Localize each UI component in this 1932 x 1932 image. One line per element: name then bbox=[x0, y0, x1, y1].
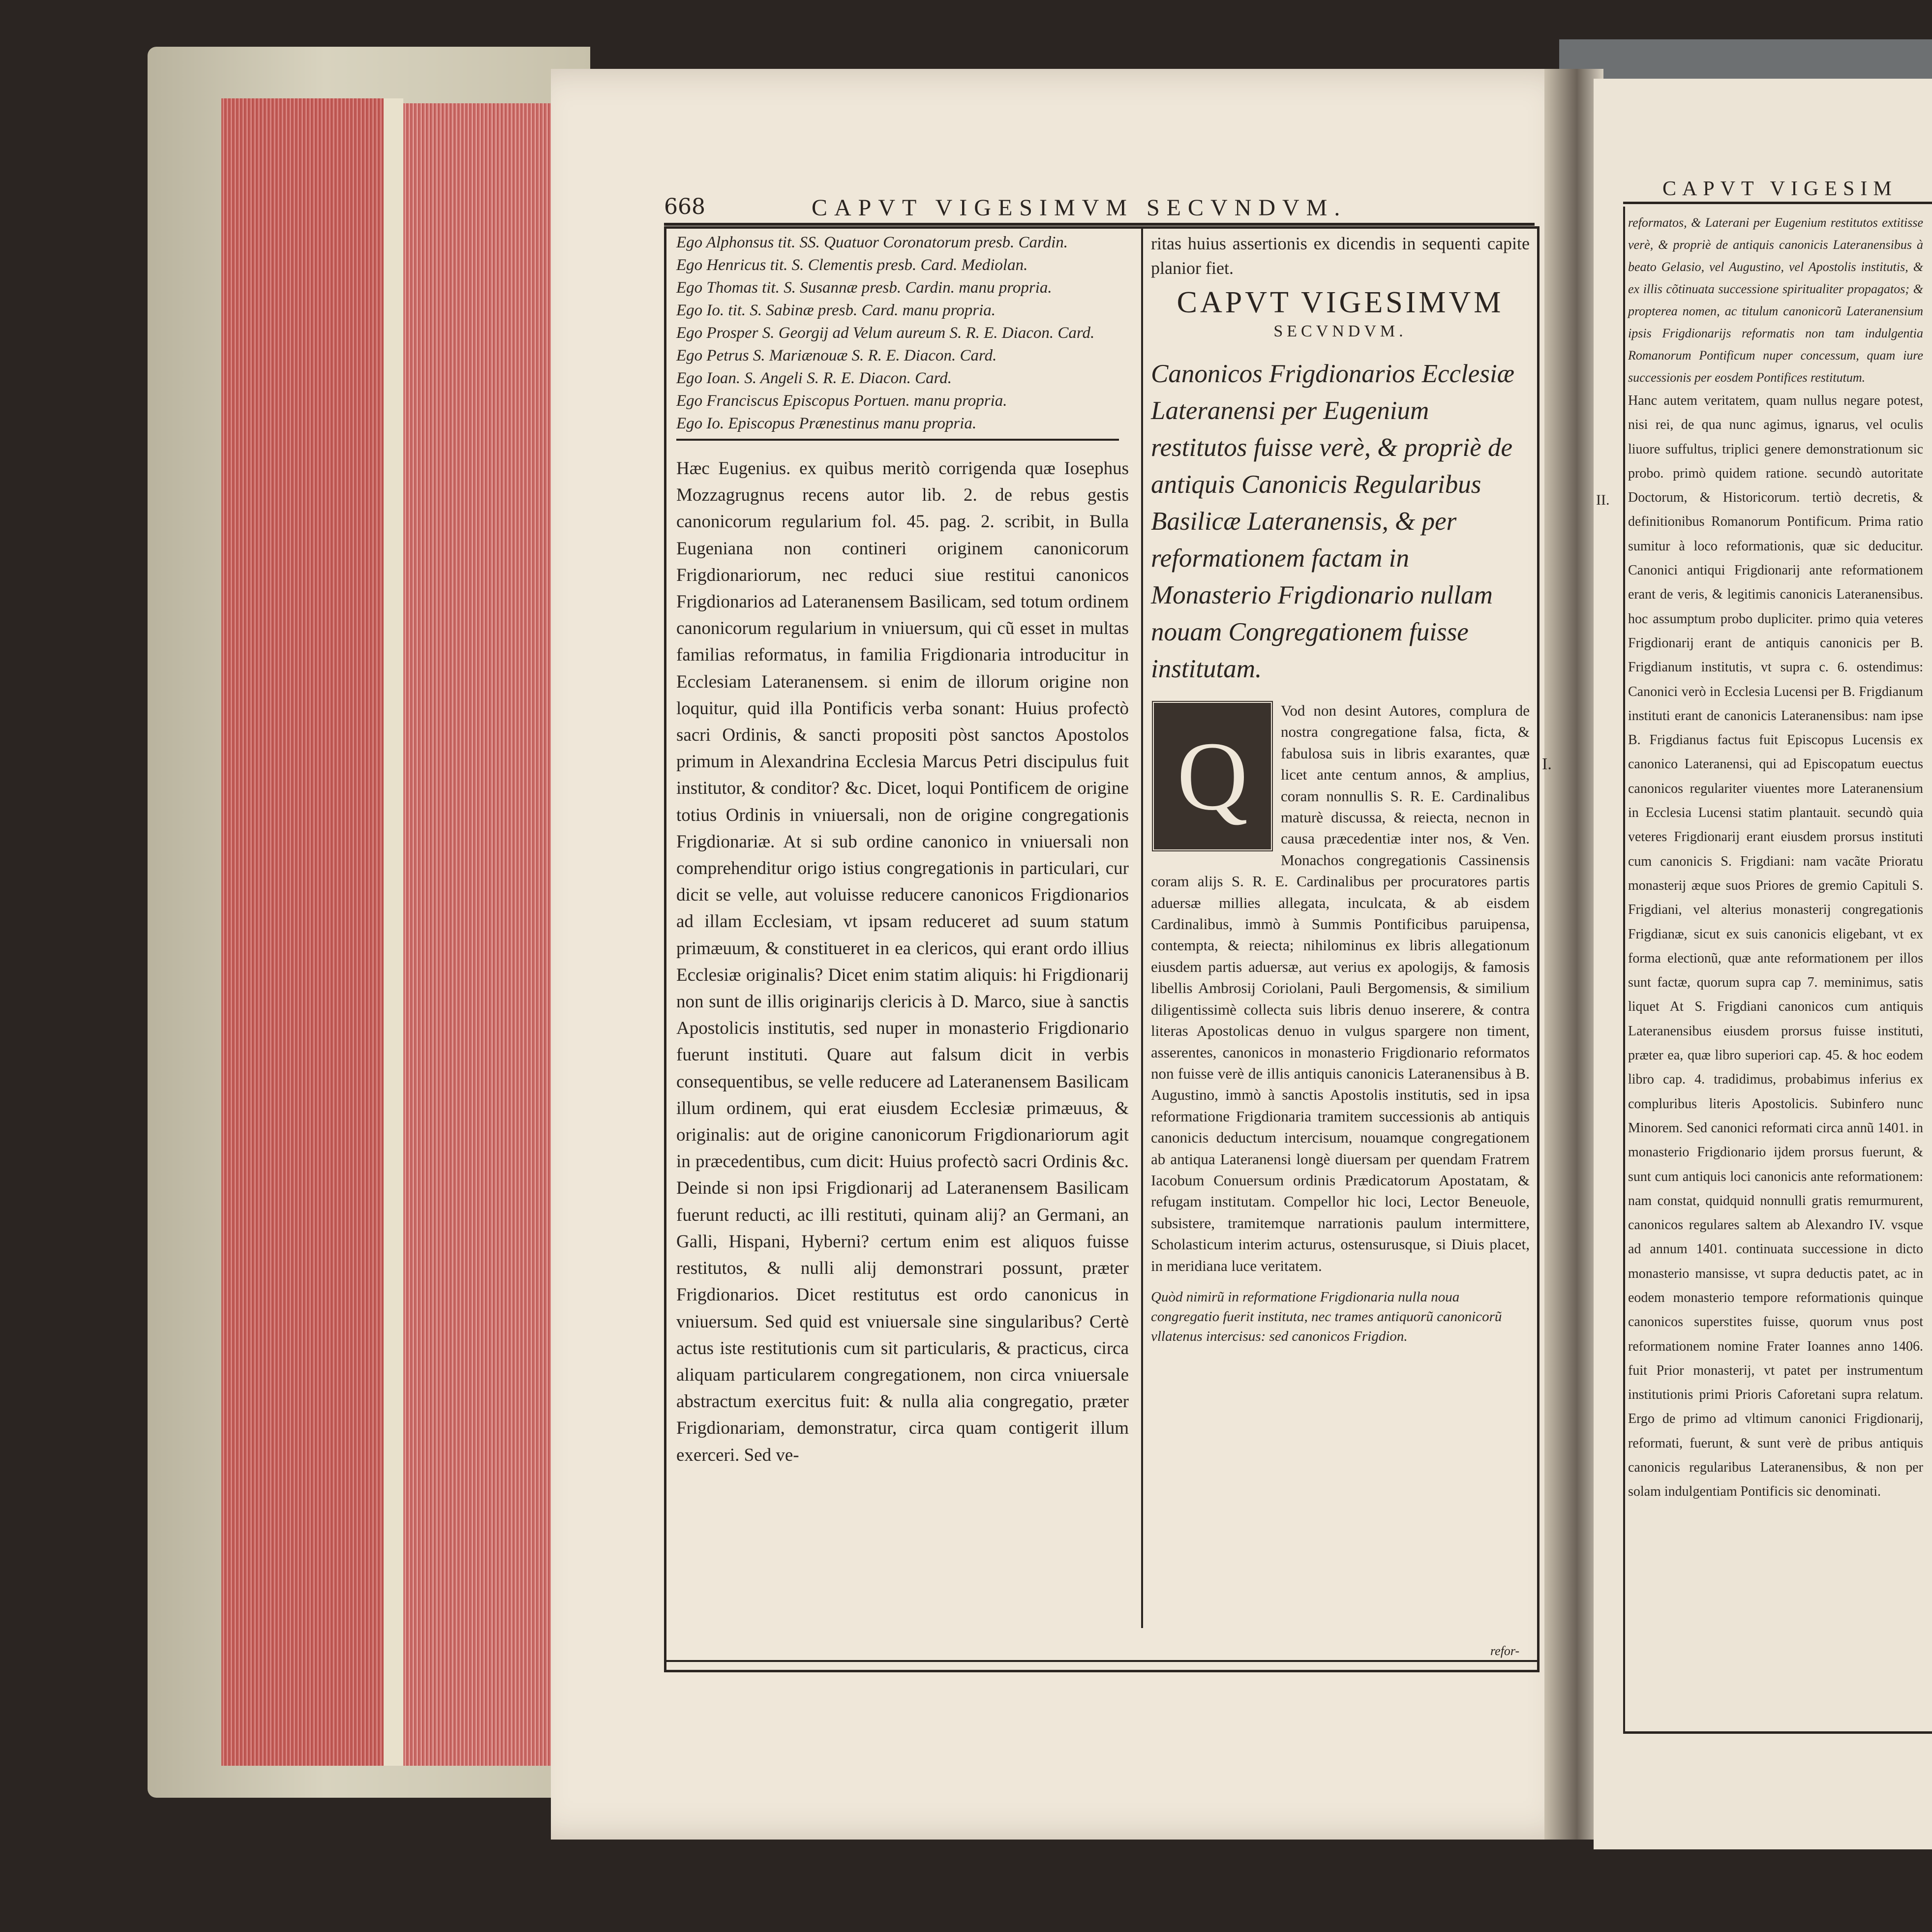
chapter-summary: Canonicos Frigdionarios Ecclesiæ Lateranensi per Eugenium restitutos fuisse verè, & propriè de antiquis Canonicis Regularibus Basilicæ Lateranensis, & per reformationem factam in Monasterio Frigdionario nullam nouam Congregationem fuisse institutam. bbox=[1151, 360, 1515, 683]
signature-line: Ego Prosper S. Georgij ad Velum aureum S. R. E. Diacon. Card. bbox=[676, 324, 1095, 342]
page-edges-red-inner bbox=[403, 103, 551, 1766]
right-body-text: Hanc autem veritatem, quam nullus negare potest, nisi rei, de qua nunc agimus, ignarus, vel oculis liuore suffultus, triplici genere demonstrationum sic probo. primò quidem ratione. secundò autoritate Doctorum, & Historicorum. tertiò decretis, & definitionibus Romanorum Pontificum. Prima ratio sumitur à loco reformationis, quæ sic deducitur. Canonici antiqui Frigdionarij ante reformationem erant de veris, & legitimis canonicis Lateranensibus. hoc assumptum probo dupliciter. primo quia veteres Frigdionarij erant de antiquis canonicis per B. Frigdianum institutis, vt supra c. 6. ostendimus: Canonici verò in Ecclesia Lucensi per B. Frigdianum instituti erant de canonicis Lateranensibus: nam ipse B. Frigdianus factus fuit Episcopus Lucensis ex canonico Lateranensi, qui ad Episcopatum euectus canonicos regulariter viuentes more Lateranensium in Ecclesia Lucensi statim plantauit. secundò quia veteres Frigdionarij erant eiusdem prorsus instituti cum canonicis S. Frigdiani: nam vacãte Prioratu monasterij æque suos Priores de gremio Capituli S. Frigdiani, vel alterius monasterij congregationis Frigdianæ, sicut ex suis canonicis eligebant, vt ex forma electionũ, quæ ante reformationem per illos sunt factæ, quorum supra cap 7. meminimus, satis liquet At S. Frigdiani canonicos cum antiquis Lateranensibus eiusdem prorsus fuisse instituti, præter ea, quæ libro superiori cap. 45. & hoc eodem libro cap. 4. tradidimus, probabimus inferius ex compluribus literis Apostolicis. Subinfero nunc Minorem. Sed canonici reformati circa annũ 1401. in monasterio Frigdionario ijdem prorsus fuerunt, & sunt cum antiquis loci canonicis ante reformationem: nam constat, quidquid nonnulli gratis remurmurent, canonicos regulares saltem ab Alexandro IV. vsque ad annum 1401. continuata successione in dicto monasterio mansisse, vt supra deductis patet, ac in eodem monasterio tempore reformationis quinque canonicos superstites fuisse, quorum vnus post reformationem nomine Frater Ioannes anno 1406. fuit Prior monasterij, vt patet per instrumentum institutionis primi Prioris Caforetani supra relatum. Ergo de primo ad vltimum canonici Frigdionarij, reformati, fuerunt, & sunt verè de pribus antiquis canonicis regularibus Lateranensibus, & non per solam indulgentiam Pontificis sic denominati. bbox=[1628, 393, 1923, 1500]
left-running-head bbox=[664, 194, 1535, 226]
signature-line: Ego Thomas tit. S. Susannæ presb. Cardin. manu propria. bbox=[676, 279, 1052, 297]
signature-line: Ego Ioan. S. Angeli S. R. E. Diacon. Card. bbox=[676, 369, 952, 387]
catchword: refor- bbox=[1490, 1644, 1520, 1658]
folio-number: 668 bbox=[664, 194, 705, 219]
page-edges-red-outer bbox=[221, 98, 384, 1766]
signature-line: Ego Henricus tit. S. Clementis presb. Card. Mediolan. bbox=[676, 256, 1028, 274]
marginal-number: I. bbox=[1542, 755, 1552, 773]
signature-line: Ego Petrus S. Mariænouæ S. R. E. Diacon. Card. bbox=[676, 347, 997, 364]
right-column bbox=[1628, 211, 1923, 1504]
right-running-head bbox=[1623, 177, 1932, 204]
right-marginal-number: II. bbox=[1596, 492, 1610, 508]
decorated-initial-q: Q bbox=[1151, 700, 1274, 852]
column-b-intro-text: ritas huius assertionis ex dicendis in sequenti capite planior fiet. bbox=[1151, 234, 1530, 278]
column-divider bbox=[1141, 226, 1143, 1628]
signature-line: Ego Alphonsus tit. SS. Quatuor Coronatorum presb. Cardin. bbox=[676, 234, 1068, 251]
right-italic-intro: reformatos, & Laterani per Eugenium restitutos extitisse verè, & propriè de antiquis canonicis Lateranensibus à beato Gelasio, vel Augustino, vel Apostolis institutis, & ex illis cõtinuata successione spiritualiter propagatos; & propterea nomen, ac titulum canonicorũ Lateranensium ipsis Frigdionarijs reformatis non tam indulgentia Romanorum Pontificum nuper concessum, quam iure successionis per eosdem Pontifices restitutum. bbox=[1628, 215, 1923, 385]
signature-rule bbox=[676, 439, 1119, 441]
column-b-body-text: Vod non desint Autores, complura de nostra congregatione falsa, ficta, & fabulosa suis in libris exarantes, quæ licet ante centum annos, & amplius, coram nonnullis S. R. E. Cardinalibus maturè discussa, & reiecta, necnon in causa præcedentiæ inter nos, & Ven. Monachos congregationis Cassinensis coram alijs S. R. E. Cardinalibus per procuratores partis aduersæ millies allegata, inculcata, & ab eisdem Cardinalibus, immò à Summis Pontificibus paruipensa, contempta, & reiecta; nihilominus ex libris allegationum eiusdem partis aduersæ, aut verius ex apologijs, & famosis libellis Ambrosij Coriolani, Pauli Bergomensis, & similium diligentissimè collecta suis libris denuo inserere, & contra literas Apostolicas denuo in vulgus spargere non timent, asserentes, canonicos in monasterio Frigdionario reformatos non fuisse verè de illis antiquis canonicis Lateranensibus à B. Augustino, immò à sanctis Apostolis institutis, sed in ipsa reformatione Frigdionaria tramitem successionis ab antiquis canonicis deductum intercisum, nouamque congregationem ab antiqua Lateranensi longè diuersam per quendam Fratrem Iacobum Conuersum ordinis Prædicatorum Apostatam, & refugam institutam. Compellor hic loci, Lector Beneuole, subsistere, tramitemque narrationis paulum intermittere, Scholasticum interim acturus, ostensurusque, si Diuis placet, in meridiana luce veritatem. bbox=[1151, 702, 1530, 1274]
column-a-body-text: Hæc Eugenius. ex quibus meritò corrigenda quæ Iosephus Mozzagrugnus recens autor lib. 2. de rebus gestis canonicorum regularium fol. 45. pag. 2. scribit, in Bulla Eugeniana non contineri originem canonicorum Frigdionariorum, nec reduci siue restitui canonicos Frigdionarios ad Lateranensem Basilicam, sed totum ordinem canonicorum regularium in vniuersum, qui cũ esset in multas familias reformatus, in familia Frigdionaria introducitur in Ecclesiam Lateranensem. si enim de illorum origine non loquitur, quid illa Pontificis verba sonant: Huius profectò sacri Ordinis, & sancti propositi pòst sanctos Apostolos primum in Alexandrina Ecclesia Marcus Petri discipulus fuit institutor, & conditor? &c. Dicet, loqui Pontificem de origine totius Ordinis in vniuersali, non de origine congregationis Frigdionariæ. At si sub ordine canonico in vniuersali non comprehenditur origo istius congregationis in particulari, cur dicit se velle, aut voluisse reducere canonicos Frigdionarios ad illam Ecclesiam, vt ipsam reduceret ad suum statum primæuum, & constitueret in ea clericos, qui erant ordo illius Ecclesiæ originalis? Dicet enim statim aliquis: hi Frigdionarij non sunt de illis originarijs clericis à D. Marco, siue à sanctis Apostolicis institutis, sed nuper in monasterio Frigdionario fuerunt instituti. Quare aut falsum dicit in verbis consequentibus, se velle reducere ad Lateranensem Basilicam illum ordinem, qui erat eiusdem Ecclesiæ primæuus, & originalis: aut de origine canonicorum Frigdionariorum agit in præcedentibus, cum dicit: Huius profectò sacri Ordinis &c. Deinde si non ipsi Frigdionarij ad Lateranensem Basilicam fuerunt reducti, ac illi restituti, quinam alij? an Germani, an Galli, Hispani, Hyberni? certum enim est aliquos fuisse restitutos, & nulli alij demonstrari possunt, præter Frigdionarios. Dicet restitutus est ordo canonicus in vniuersum. Sed quid est vniuersale sine singularibus? Certè actus iste restitutionis cum sit particularis, & practicus, circa aliquam particularem congregationem, non circa vniuersale abstractum exercitus fuit: & nulla alia congregatio, præter Frigdionariam, demonstratur, circa quam contigerit illum exerceri. Sed ve- bbox=[676, 458, 1129, 1465]
page-edges-gap bbox=[384, 98, 403, 1766]
running-head-title: CAPVT VIGESIMVM SECVNDVM. bbox=[812, 195, 1347, 221]
signature-line: Ego Io. tit. S. Sabinæ presb. Card. manu propria. bbox=[676, 302, 996, 319]
chapter-title: CAPVT VIGESIMVM bbox=[1177, 286, 1504, 319]
right-running-head-title: CAPVT VIGESIM bbox=[1662, 178, 1898, 200]
column-a bbox=[676, 231, 1129, 1469]
frame-bottom-rule bbox=[666, 1660, 1537, 1662]
column-b-note: Quòd nimirũ in reformatione Frigdionaria nulla noua congregatio fuerit instituta, nec trames antiquorũ canonicorũ vllatenus intercisus: sed canonicos Frigdion. bbox=[1151, 1289, 1502, 1344]
column-b bbox=[1151, 231, 1530, 1346]
chapter-body bbox=[1151, 700, 1530, 1276]
chapter-subtitle: SECVNDVM. bbox=[1273, 322, 1407, 340]
signature-line: Ego Franciscus Episcopus Portuen. manu propria. bbox=[676, 392, 1007, 410]
signature-line: Ego Io. Episcopus Prænestinus manu propria. bbox=[676, 415, 977, 432]
